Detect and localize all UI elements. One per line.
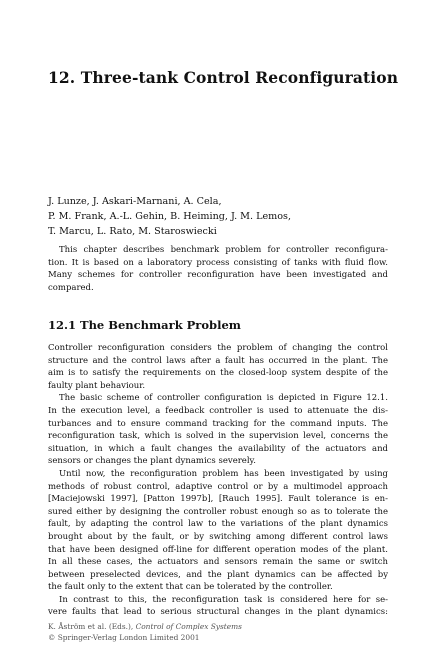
body-line: the fault only to the extent that can be tolerated by the controller. [48, 582, 333, 593]
body-line: Controller reconfiguration considers the problem of changing the control [48, 343, 388, 353]
footer-citation [48, 622, 242, 633]
page-footer [48, 622, 242, 643]
body-line: In the execution level, a feedback controller is used to attenuate the dis- [48, 405, 388, 416]
chapter-abstract [48, 244, 388, 294]
author-line: J. Lunze, J. Askari-Marnani, A. Cela, [48, 196, 222, 207]
abstract-line: This chapter describes benchmark problem for controller reconfigura- [59, 245, 388, 255]
body-line: Until now, the reconfiguration problem has been investigated by using [59, 468, 388, 479]
footer-editors: K. Åström et al. (Eds.), [48, 622, 134, 631]
abstract-line: tion. It is based on a laboratory process consisting of tanks with fluid flow. [48, 257, 388, 268]
body-line: In all these cases, the actuators and sensors remain the same or switch [48, 557, 388, 568]
body-line: turbances and to ensure command tracking for the command inputs. The [48, 418, 388, 429]
body-line: reconfiguration task, which is solved in the supervision level, concerns the [48, 431, 388, 442]
body-line: faulty plant behaviour. [48, 380, 146, 391]
footer-book-title: Control of Complex Systems [135, 622, 242, 631]
body-line: structure and the control laws after a fault has occurred in the plant. The [48, 355, 388, 366]
footer-copyright: © Springer-Verlag London Limited 2001 [48, 632, 200, 642]
body-line: [Maciejowski 1997], [Patton 1997b], [Rauch 1995]. Fault tolerance is en- [48, 494, 388, 505]
body-line: vere faults that lead to serious structural changes in the plant dynamics: [48, 607, 388, 618]
body-line: that have been designed off-line for different operation modes of the plant. [48, 544, 388, 555]
body-line: brought about by the fault, or by switching among different control laws [48, 531, 388, 542]
body-line: fault, by adapting the control law to the variations of the plant dynamics [48, 519, 388, 530]
body-line: aim is to satisfy the requirements on the closed-loop system despite of the [48, 368, 388, 379]
author-line: T. Marcu, L. Rato, M. Staroswiecki [48, 226, 217, 237]
body-line: situation, in which a fault changes the availability of the actuators and [48, 443, 388, 454]
section-body [48, 342, 388, 619]
body-line: methods of robust control, adaptive control or by a multimodel approach [48, 481, 388, 492]
chapter-title: 12. Three-tank Control Reconfiguration [48, 68, 399, 87]
body-line: sensors or changes the plant dynamics severely. [48, 456, 256, 467]
body-line: In contrast to this, the reconfiguration task is considered here for se- [59, 594, 388, 605]
body-line: between preselected devices, and the plant dynamics can be affected by [48, 569, 388, 580]
author-line: P. M. Frank, A.-L. Gehin, B. Heiming, J. M. Lemos, [48, 211, 292, 222]
author-list [48, 194, 291, 239]
abstract-line: Many schemes for controller reconfiguration have been investigated and [48, 270, 388, 281]
abstract-line: compared. [48, 282, 94, 293]
section-heading: 12.1 The Benchmark Problem [48, 318, 241, 332]
body-line: sured either by designing the controller robust enough so as to tolerate the [48, 506, 388, 517]
body-line: The basic scheme of controller configuration is depicted in Figure 12.1. [59, 393, 388, 404]
